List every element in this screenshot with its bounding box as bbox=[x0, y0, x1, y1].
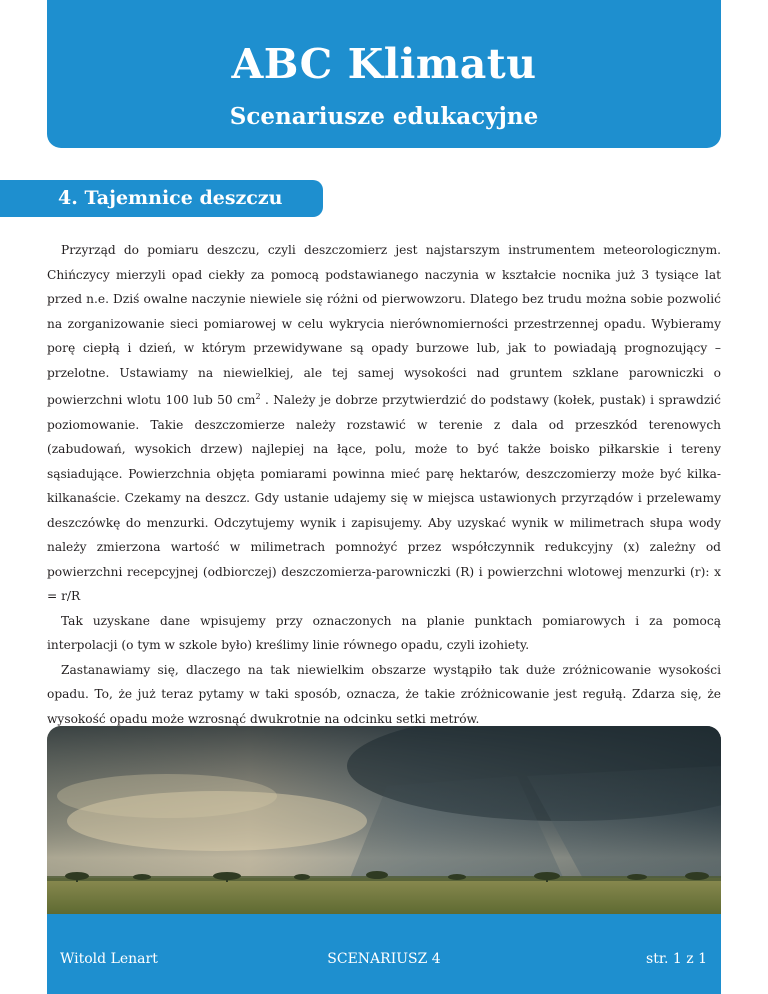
paragraph bbox=[47, 238, 721, 609]
rain-landscape-photo bbox=[47, 726, 721, 914]
footer-bar bbox=[47, 914, 721, 994]
header-banner bbox=[47, 0, 721, 148]
article-body bbox=[47, 238, 721, 805]
footer-scenario: SCENARIUSZ 4 bbox=[327, 951, 441, 967]
paragraph: Zastanawiamy się, dlaczego na tak niewielkim obszarze wystąpiło tak duże zróżnicowanie wysokości opadu. To, że już teraz pytamy w taki sposób, oznacza, że takie zróżnicowanie jest regułą. Zdarza się, że wysokość opadu może wzrosnąć dwukrotnie na odcinku setki metrów. bbox=[47, 662, 721, 726]
section-heading bbox=[0, 180, 323, 217]
rain-landscape-illustration bbox=[47, 726, 721, 914]
section-title: 4. Tajemnice deszczu bbox=[58, 187, 283, 209]
paragraph-text: . Należy je dobrze przytwierdzić do podstawy (kołek, pustak) i sprawdzić poziomowanie. Takie deszczomierze należy rozstawić w terenie z dala od przeszkód terenowych (zabudowań, wysokich drzew) najlepiej na łące, polu, może to być także boisko piłkarskie i tereny sąsiadujące. Powierzchnia objęta pomiarami powinna mieć parę hektarów, deszczomierzy może być kilka-kilkanaście. Czekamy na deszcz. Gdy ustanie udajemy się w miejsca ustawionych przyrządów i przelewamy deszczówkę do menzurki. Odczytujemy wynik i zapisujemy. Aby uzyskać wynik w milimetrach słupa wody należy zmierzona wartość w milimetrach pomnożyć przez współczynnik redukcyjny (x) zależny od powierzchni recepcyjnej (odbiorczej) deszczomierza-parowniczki (R) i powierzchni wlotowej menzurki (r): x = r/R bbox=[47, 393, 721, 604]
document-title: ABC Klimatu bbox=[231, 40, 537, 88]
footer-author: Witold Lenart bbox=[60, 951, 158, 967]
paragraph: Tak uzyskane dane wpisujemy przy oznaczonych na planie punktach pomiarowych i za pomocą interpolacji (o tym w szkole było) kreślimy linie równego opadu, czyli izohiety. bbox=[47, 613, 721, 653]
document-subtitle: Scenariusze edukacyjne bbox=[229, 103, 539, 130]
paragraph-text: Przyrząd do pomiaru deszczu, czyli deszczomierz jest najstarszym instrumentem meteorologicznym. Chińczycy mierzyli opad ciekły za pomocą podstawianego naczynia w kształcie nocnika już 3 tysiące lat przed n.e. Dziś owalne naczynie niewiele się różni od pierwowzoru. Dlatego bez trudu można sobie pozwolić na zorganizowanie sieci pomiarowej w celu wykrycia nierównomierności przestrzennej opadu. Wybieramy porę ciepłą i dzień, w którym przewidywane są opady burzowe lub, jak to powiadają prognozujący – przelotne. Ustawiamy na niewielkiej, ale tej samej wysokości nad gruntem szklane parowniczki o powierzchni wlotu 100 lub 50 cm bbox=[47, 243, 721, 408]
superscript: 2 bbox=[255, 392, 261, 401]
footer-page-number: str. 1 z 1 bbox=[646, 951, 707, 967]
